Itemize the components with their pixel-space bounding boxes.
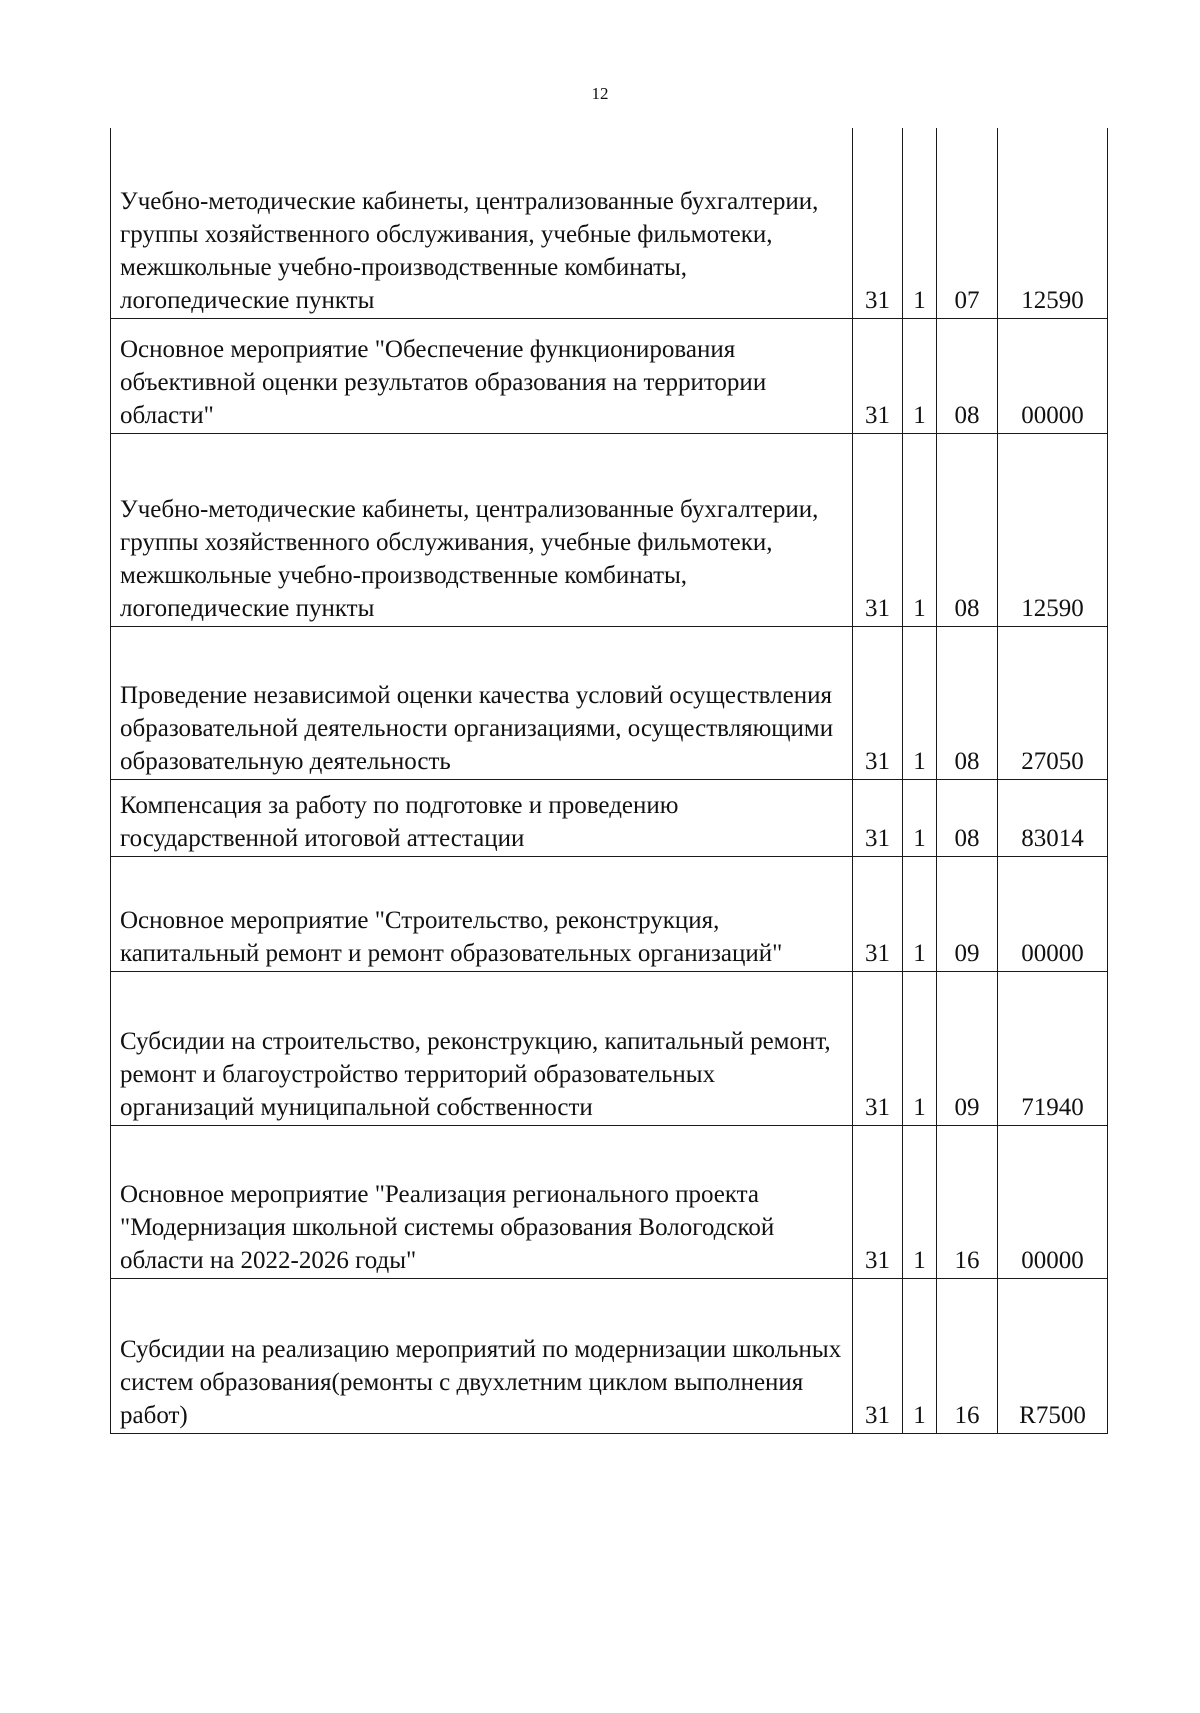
budget-classification-table [110,128,1108,1434]
row-description: Проведение независимой оценки качества условий осуществления образовательной деятельности организациями, осуществляющими образовательную деятельность [111,626,853,779]
table-row [111,779,1108,856]
subprogram-code: 1 [903,318,937,433]
row-description: Учебно-методические кабинеты, централизованные бухгалтерии, группы хозяйственного обслуживания, учебные фильмотеки, межшкольные учебно-производственные комбинаты, логопедические пункты [111,433,853,626]
event-code: 09 [937,856,998,971]
program-code: 31 [853,318,903,433]
event-code: 08 [937,318,998,433]
event-code: 07 [937,128,998,318]
table-row [111,128,1108,318]
page-number: 12 [591,84,609,103]
row-description: Компенсация за работу по подготовке и проведению государственной итоговой аттестации [111,779,853,856]
direction-code: 83014 [998,779,1108,856]
direction-code: 00000 [998,856,1108,971]
table-row [111,1278,1108,1433]
row-description: Основное мероприятие "Реализация регионального проекта "Модернизация школьной системы образования Вологодской области на 2022-2026 годы" [111,1125,853,1278]
direction-code: 00000 [998,1125,1108,1278]
subprogram-code: 1 [903,779,937,856]
subprogram-code: 1 [903,433,937,626]
program-code: 31 [853,128,903,318]
direction-code: 00000 [998,318,1108,433]
program-code: 31 [853,779,903,856]
event-code: 08 [937,779,998,856]
program-code: 31 [853,626,903,779]
table-row [111,971,1108,1125]
table-row [111,626,1108,779]
event-code: 16 [937,1125,998,1278]
program-code: 31 [853,433,903,626]
table-row [111,856,1108,971]
direction-code: 12590 [998,128,1108,318]
event-code: 08 [937,433,998,626]
direction-code: 71940 [998,971,1108,1125]
subprogram-code: 1 [903,856,937,971]
direction-code: 12590 [998,433,1108,626]
subprogram-code: 1 [903,128,937,318]
subprogram-code: 1 [903,1278,937,1433]
table-row [111,1125,1108,1278]
subprogram-code: 1 [903,971,937,1125]
program-code: 31 [853,1125,903,1278]
row-description: Основное мероприятие "Обеспечение функционирования объективной оценки результатов образования на территории области" [111,318,853,433]
subprogram-code: 1 [903,626,937,779]
row-description: Учебно-методические кабинеты, централизованные бухгалтерии, группы хозяйственного обслуживания, учебные фильмотеки, межшкольные учебно-производственные комбинаты, логопедические пункты [111,128,853,318]
program-code: 31 [853,856,903,971]
table-row [111,433,1108,626]
program-code: 31 [853,1278,903,1433]
row-description: Субсидии на реализацию мероприятий по модернизации школьных систем образования(ремонты с двухлетним циклом выполнения работ) [111,1278,853,1433]
direction-code: 27050 [998,626,1108,779]
row-description: Основное мероприятие "Строительство, реконструкция, капитальный ремонт и ремонт образовательных организаций" [111,856,853,971]
table-row [111,318,1108,433]
subprogram-code: 1 [903,1125,937,1278]
program-code: 31 [853,971,903,1125]
event-code: 08 [937,626,998,779]
row-description: Субсидии на строительство, реконструкцию, капитальный ремонт, ремонт и благоустройство территорий образовательных организаций муниципальной собственности [111,971,853,1125]
event-code: 16 [937,1278,998,1433]
event-code: 09 [937,971,998,1125]
direction-code: R7500 [998,1278,1108,1433]
